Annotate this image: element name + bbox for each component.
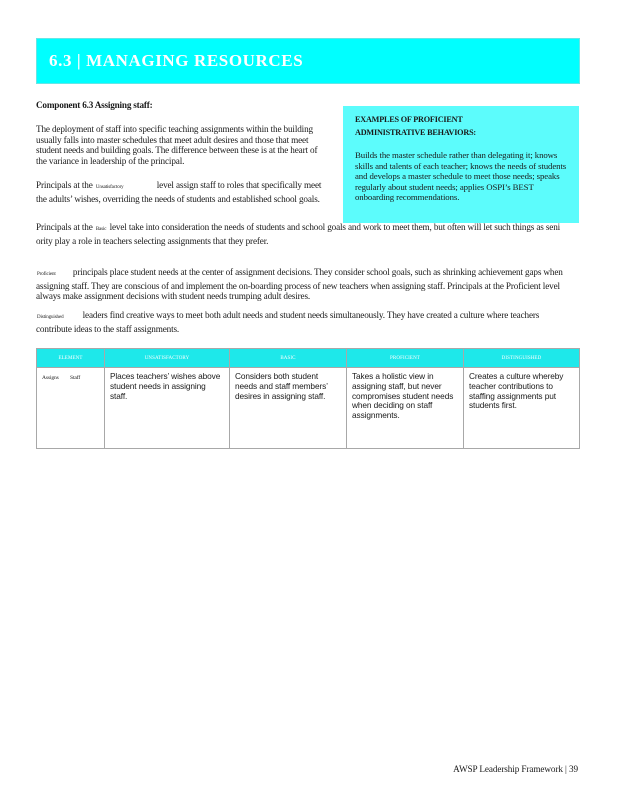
paragraph-lead: Principals at the [36,222,93,232]
header-proficient: PROFICIENT [347,349,464,368]
header-basic: BASIC [230,349,347,368]
cell-element: Assigns Staff [37,368,105,449]
proficient-examples-callout [343,106,579,223]
level-label-proficient: Proficient [37,272,56,277]
paragraph-lead: Principals at the [36,180,93,190]
cell-distinguished: Creates a culture whereby teacher contributions to staffing assignments put students first. [464,368,580,449]
rubric-header-row [37,349,580,368]
section-banner [36,38,580,84]
callout-body: Builds the master schedule rather than delegating it; knows skills and talents of each teacher; knows the needs of students and develops a master schedule to meet those needs; speaks regularly about student needs; applies OSPI’s BEST onboarding recommendations. [355,150,567,202]
level-label-basic: Basic [95,227,107,232]
rubric-table [36,348,580,449]
unsatisfactory-paragraph [36,180,326,204]
proficient-paragraph [36,267,576,302]
callout-title: EXAMPLES OF PROFICIENT ADMINISTRATIVE BEHAVIORS: [355,115,476,137]
paragraph-body: principals place student needs at the center of assignment decisions. They consider school goals, such as shrinking achievement gaps when assigning staff. They are conscious of and implement the on-boarding process of new teachers when assigning staff. Principals at the Proficient level always make assignment decisions with student needs trumping adult desires. [36,267,563,302]
header-element: ELEMENT [37,349,105,368]
header-distinguished: DISTINGUISHED [464,349,580,368]
cell-basic: Considers both student needs and staff members’ desires in assigning staff. [230,368,347,449]
page-footer: AWSP Leadership Framework | 39 [453,764,578,774]
level-label-unsatisfactory: Unsatisfactory [95,185,124,190]
level-label-distinguished: Distinguished [37,315,64,320]
intro-paragraph: The deployment of staff into specific teaching assignments within the building usually falls into master schedules that meet adult desires and those that meet student needs and building goals. The difference between these is at the heart of the variance in leadership of the principal. [36,124,318,166]
cell-unsatisfactory: Places teachers’ wishes above student needs in assigning staff. [105,368,230,449]
header-unsatisfactory: UNSATISFACTORY [105,349,230,368]
distinguished-paragraph [36,310,576,334]
table-row [37,368,580,449]
paragraph-body: level assign staff to roles that specifically meet the adults’ wishes, overriding the needs of students and established school goals. [36,180,322,204]
basic-paragraph [36,222,576,246]
paragraph-body: level take into consideration the needs of students and school goals and work to meet them, but often will let such things as seni ority play a role in teachers selecting assignments that they prefer. [36,222,561,246]
paragraph-body: leaders find creative ways to meet both adult needs and student needs simultaneously. They have created a culture where teachers contribute ideas to the staff assignments. [36,310,540,334]
component-heading: Component 6.3 Assigning staff: [36,100,153,110]
section-title: 6.3 | MANAGING RESOURCES [49,51,304,70]
cell-proficient: Takes a holistic view in assigning staff, but never compromises student needs when deciding on staff assignments. [347,368,464,449]
